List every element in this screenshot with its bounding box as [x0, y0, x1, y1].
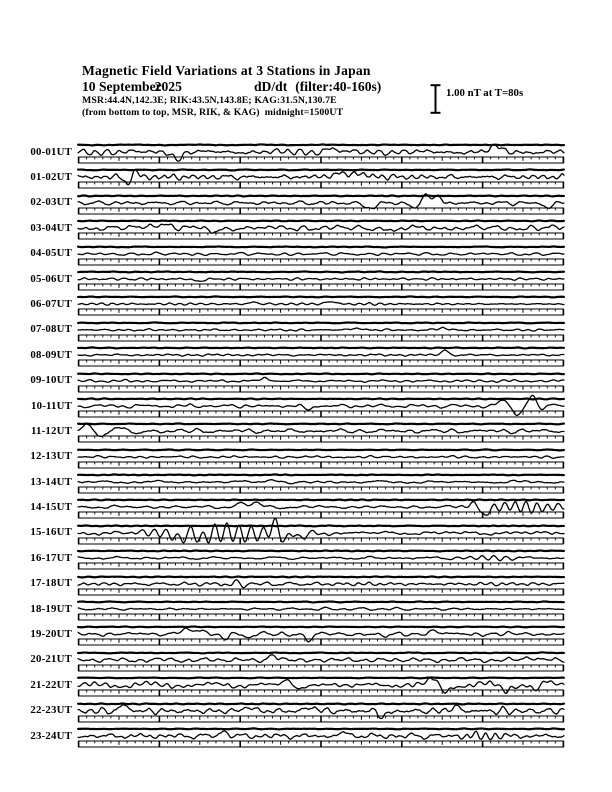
time-ruler	[79, 487, 564, 493]
trace-row	[0, 727, 612, 752]
time-ruler	[79, 690, 564, 696]
flat-trace	[78, 373, 564, 374]
midnight-note: midnight=1500UT	[264, 106, 344, 118]
time-ruler	[79, 233, 564, 239]
main-trace	[78, 224, 564, 233]
trace-row	[0, 346, 612, 371]
trace-row	[0, 168, 612, 193]
time-ruler	[79, 639, 564, 645]
trace-plot	[78, 473, 564, 498]
chart-title: Magnetic Field Variations at 3 Stations in Japan	[82, 63, 371, 78]
time-ruler	[79, 563, 564, 569]
main-trace	[78, 731, 564, 740]
main-trace	[78, 655, 564, 663]
trace-plot	[78, 219, 564, 244]
trace-plot	[78, 422, 564, 447]
flat-trace	[78, 195, 564, 196]
main-trace	[78, 278, 564, 281]
row-label: 23-24UT	[30, 729, 72, 742]
time-ruler	[79, 589, 564, 595]
flat-trace	[78, 652, 564, 653]
year-text: 2025	[154, 79, 182, 94]
main-trace	[78, 480, 564, 484]
trace-plot	[78, 702, 564, 727]
time-ruler	[79, 512, 564, 518]
trace-plot	[78, 295, 564, 320]
trace-order-note: (from bottom to top, MSR, RIK, & KAG)	[82, 106, 260, 118]
flat-trace	[78, 500, 564, 501]
flat-trace	[78, 170, 564, 171]
chart-area	[0, 143, 612, 752]
row-label: 13-14UT	[30, 475, 72, 488]
flat-trace	[78, 576, 564, 577]
time-ruler	[79, 182, 564, 188]
trace-row	[0, 473, 612, 498]
main-trace	[78, 455, 564, 458]
row-label: 08-09UT	[30, 348, 72, 361]
row-label: 00-01UT	[30, 145, 72, 158]
trace-plot	[78, 575, 564, 600]
row-label: 12-13UT	[30, 450, 72, 463]
quantity-and-filter	[254, 79, 381, 95]
main-trace	[78, 302, 564, 305]
flat-trace	[78, 398, 564, 399]
time-ruler	[79, 716, 564, 722]
scale-bar	[429, 84, 523, 114]
time-ruler	[79, 284, 564, 290]
row-label: 15-16UT	[30, 526, 72, 539]
trace-plot	[78, 245, 564, 270]
trace-plot	[78, 676, 564, 701]
flat-trace	[78, 144, 564, 145]
trace-row	[0, 575, 612, 600]
row-label: 22-23UT	[30, 704, 72, 717]
trace-row	[0, 143, 612, 168]
time-ruler	[79, 309, 564, 315]
trace-plot	[78, 600, 564, 625]
row-label: 04-05UT	[30, 247, 72, 260]
flat-trace	[78, 271, 564, 272]
time-ruler	[79, 335, 564, 341]
trace-row	[0, 524, 612, 549]
row-label: 09-10UT	[30, 374, 72, 387]
flat-trace	[78, 474, 564, 475]
trace-plot	[78, 498, 564, 523]
main-trace	[78, 556, 564, 561]
trace-plot	[78, 727, 564, 752]
flat-trace	[78, 221, 564, 222]
row-label: 18-19UT	[30, 602, 72, 615]
scale-bar-label: 1.00 nT at T=80s	[446, 87, 524, 99]
time-ruler	[79, 538, 564, 544]
time-ruler	[79, 259, 564, 265]
time-ruler	[79, 436, 564, 442]
trace-plot	[78, 168, 564, 193]
trace-row	[0, 295, 612, 320]
flat-trace	[78, 449, 564, 450]
row-label: 21-22UT	[30, 678, 72, 691]
row-label: 19-20UT	[30, 628, 72, 641]
trace-plot	[78, 194, 564, 219]
flat-trace	[78, 627, 564, 628]
trace-plot	[78, 372, 564, 397]
trace-row	[0, 549, 612, 574]
time-ruler	[79, 741, 564, 747]
trace-row	[0, 245, 612, 270]
trace-row	[0, 651, 612, 676]
flat-trace	[78, 297, 564, 298]
trace-plot	[78, 549, 564, 574]
trace-row	[0, 397, 612, 422]
time-ruler	[79, 360, 564, 366]
trace-plot	[78, 346, 564, 371]
main-trace	[78, 350, 564, 356]
row-label: 03-04UT	[30, 221, 72, 234]
time-ruler	[79, 208, 564, 214]
row-label: 14-15UT	[30, 501, 72, 514]
trace-row	[0, 448, 612, 473]
flat-trace	[78, 601, 564, 602]
row-label: 20-21UT	[30, 653, 72, 666]
trace-row	[0, 625, 612, 650]
date-text: 10 September	[82, 79, 162, 94]
time-ruler	[79, 665, 564, 671]
time-ruler	[79, 614, 564, 620]
row-label: 16-17UT	[30, 551, 72, 564]
row-label: 06-07UT	[30, 297, 72, 310]
row-label: 11-12UT	[31, 424, 72, 437]
trace-row	[0, 194, 612, 219]
trace-plot	[78, 143, 564, 168]
trace-plot	[78, 651, 564, 676]
flat-trace	[78, 678, 564, 679]
row-label: 01-02UT	[30, 170, 72, 183]
trace-plot	[78, 625, 564, 650]
row-label: 02-03UT	[30, 196, 72, 209]
trace-row	[0, 498, 612, 523]
trace-plot	[78, 448, 564, 473]
trace-plot	[78, 321, 564, 346]
flat-trace	[78, 348, 564, 349]
flat-trace	[78, 525, 564, 526]
filter-label: (filter:40-160s)	[295, 79, 382, 94]
trace-row	[0, 219, 612, 244]
quantity-label: dD/dt	[254, 79, 288, 94]
row-label: 17-18UT	[30, 577, 72, 590]
trace-plot	[78, 524, 564, 549]
time-ruler	[79, 411, 564, 417]
flat-trace	[78, 728, 564, 729]
flat-trace	[78, 424, 564, 425]
trace-row	[0, 676, 612, 701]
scale-bar-icon	[429, 84, 442, 114]
main-trace	[78, 424, 564, 437]
row-label: 07-08UT	[30, 323, 72, 336]
time-ruler	[79, 386, 564, 392]
trace-row	[0, 372, 612, 397]
time-ruler	[79, 157, 564, 163]
trace-row	[0, 270, 612, 295]
flat-trace	[78, 322, 564, 323]
stations-line: MSR:44.4N,142.3E; RIK:43.5N,143.8E; KAG:31.5N,130.7E	[82, 95, 337, 106]
flat-trace	[78, 551, 564, 552]
flat-trace	[78, 703, 564, 704]
trace-row	[0, 702, 612, 727]
trace-plot	[78, 397, 564, 422]
main-trace	[78, 327, 564, 331]
main-trace	[78, 377, 564, 382]
row-label: 10-11UT	[31, 399, 72, 412]
main-trace	[78, 579, 564, 587]
row-label: 05-06UT	[30, 272, 72, 285]
main-trace	[78, 252, 564, 255]
main-trace	[78, 607, 564, 610]
trace-plot	[78, 270, 564, 295]
trace-row	[0, 600, 612, 625]
trace-row	[0, 321, 612, 346]
flat-trace	[78, 246, 564, 247]
time-ruler	[79, 462, 564, 468]
trace-row	[0, 422, 612, 447]
